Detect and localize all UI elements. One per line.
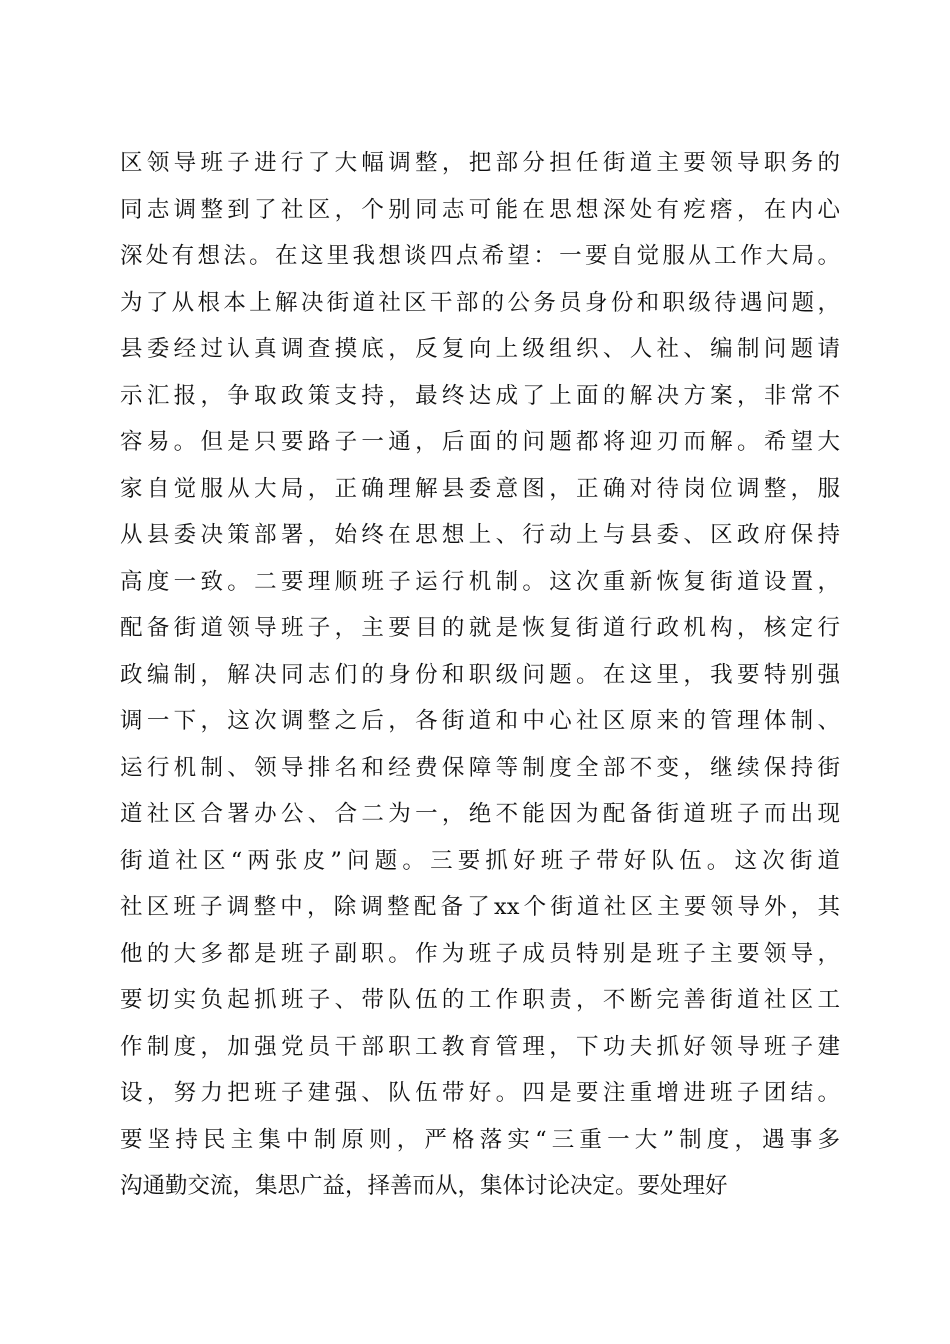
text-line-22: 要坚持民主集中制原则，严格落实“三重一大”制度，遇事多 (120, 1126, 840, 1153)
text-line-6: 示汇报，争取政策支持，最终达成了上面的解决方案，非常不 (120, 382, 840, 409)
text-line-3: 深处有想法。在这里我想谈四点希望：一要自觉服从工作大局。 (120, 243, 840, 269)
body-text (120, 140, 840, 1210)
text-line-9: 从县委决策部署，始终在思想上、行动上与县委、区政府保持 (120, 522, 840, 548)
text-line-11: 配备街道领导班子，主要目的就是恢复街道行政机构，核定行 (120, 615, 840, 641)
text-line-14: 运行机制、领导排名和经费保障等制度全部不变，继续保持街 (120, 754, 840, 781)
text-line-4: 为了从根本上解决街道社区干部的公务员身份和职级待遇问题， (120, 289, 840, 316)
text-line-18: 他的大多都是班子副职。作为班子成员特别是班子主要领导， (120, 940, 840, 967)
text-line-20: 作制度，加强党员干部职工教育管理，下功夫抓好领导班子建 (120, 1033, 840, 1060)
text-line-10: 高度一致。二要理顺班子运行机制。这次重新恢复街道设置， (120, 568, 840, 595)
text-line-17: 社区班子调整中，除调整配备了xx个街道社区主要领导外，其 (120, 894, 840, 920)
text-line-16: 街道社区“两张皮”问题。三要抓好班子带好队伍。这次街道 (120, 847, 840, 874)
text-line-2: 同志调整到了社区，个别同志可能在思想深处有疙瘩，在内心 (120, 196, 840, 223)
text-line-13: 调一下，这次调整之后，各街道和中心社区原来的管理体制、 (120, 708, 840, 734)
text-line-7: 容易。但是只要路子一通，后面的问题都将迎刃而解。希望大 (120, 429, 840, 455)
text-line-19: 要切实负起抓班子、带队伍的工作职责，不断完善街道社区工 (120, 987, 840, 1013)
text-line-15: 道社区合署办公、合二为一，绝不能因为配备街道班子而出现 (120, 801, 840, 827)
text-line-5: 县委经过认真调查摸底，反复向上级组织、人社、编制问题请 (120, 336, 840, 362)
text-line-21: 设，努力把班子建强、队伍带好。四是要注重增进班子团结。 (120, 1080, 840, 1106)
text-line-1: 区领导班子进行了大幅调整，把部分担任街道主要领导职务的 (120, 150, 840, 176)
text-line-23: 沟通勤交流，集思广益，择善而从，集体讨论决定。要处理好 (120, 1173, 728, 1199)
text-line-12: 政编制，解决同志们的身份和职级问题。在这里，我要特别强 (120, 661, 840, 688)
text-line-8: 家自觉服从大局，正确理解县委意图，正确对待岗位调整，服 (120, 475, 840, 502)
